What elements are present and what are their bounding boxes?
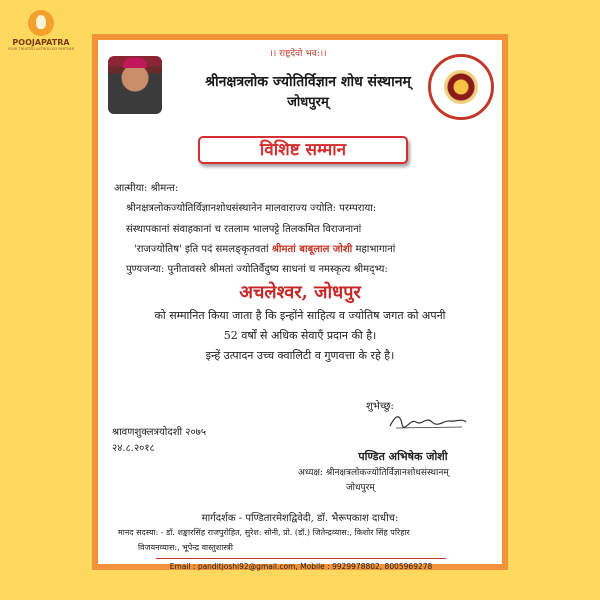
logo-tagline: YOUR TRUSTED ASTROLOGY PARTNER <box>7 47 75 51</box>
logo-name: POOJAPATRA <box>12 38 70 47</box>
recipient-name: अचलेश्वर, जोधपुर <box>239 282 361 303</box>
portrait-photo <box>108 56 162 114</box>
honorary-members-line: मानद सदस्या: - डॉ. शङ्कारसिंह राजपुरोहित, सुरेश: सोनी, प्रो. (डॉ.) जितेन्द्रव्यास:, किशोर सिंह परिहार <box>118 528 410 537</box>
body-line-3: संस्थापकानां संवाहकानां च रतलाम भालपट्टे तिलकमित विराजनानां <box>126 224 362 235</box>
org-title-line1: श्रीनक्षत्रलोक ज्योतिर्विज्ञान शोध संस्थानम् <box>205 74 411 90</box>
signer-location: जोधपुरम् <box>346 483 375 493</box>
org-title-line2: जोधपुरम् <box>287 95 329 110</box>
signer-role: अध्यक्ष: श्रीनक्षत्रलोकज्योतिर्विज्ञानशोधसंस्थानम् <box>298 468 449 478</box>
body-line-5: पुण्यजन्या: पुनीतावसरे श्रीमतां ज्योतिर्वैदुष्य साधनां च नमस्कृत्य श्रीमद्भ्य: <box>126 264 388 275</box>
certificate-card <box>92 34 508 570</box>
body-line-4-pre: 'राजज्योतिष' इति पदं समलङ्कृतवतां <box>134 244 269 255</box>
institute-seal-icon <box>428 54 494 120</box>
signature <box>386 412 470 432</box>
citation-line-1: को सम्मानित किया जाता है कि इन्होंने साहित्य व ज्योतिष जगत को अपनी <box>154 309 446 322</box>
honoree-name: श्रीमतां बाबूलाल जोशी <box>271 244 353 255</box>
lotus-icon <box>28 10 54 36</box>
margdarshak-line: मार्गदर्शक - पण्डितारमेशद्विवेदी, डॉ. भैरूपकाश दाधीच: <box>201 513 399 524</box>
body-line-4-post: महाभागानां <box>355 244 396 255</box>
award-banner: विशिष्ट सम्मान <box>198 136 408 164</box>
salutation: आत्मीया: श्रीमन्त: <box>114 183 179 194</box>
date-numeric: २४.८.२०१८ <box>112 443 155 454</box>
citation-line-3: इन्हें उत्पादन उच्च क्वालिटी व गुणवत्ता के रहे है। <box>205 349 395 362</box>
body-line-4 <box>134 241 395 255</box>
contact-line: Email : panditjoshi92@gmail.com, Mobile : 9929978802, 8005969278 <box>156 558 446 574</box>
greeting: शुभेच्छु: <box>366 401 394 412</box>
body-line-2: श्रीनक्षत्रलोकज्योतिर्विज्ञानशोधसंस्थानेन मालवाराज्य ज्योति: परम्पराया: <box>126 203 377 214</box>
date-lunar: श्रावणशुक्लत्रयोदशी २०७५ <box>112 427 207 438</box>
signer-name: पण्डित अभिषेक जोशी <box>358 450 448 463</box>
citation-line-2: 52 वर्षों से अधिक सेवाएँ प्रदान की है। <box>223 329 377 342</box>
motto: ।। राष्ट्रदेवो भव:।। <box>269 49 327 59</box>
members-line-2: विजयनव्यास:, भूपेन्द्र वास्तुशास्त्री <box>138 543 233 552</box>
poojapatra-logo <box>6 6 76 76</box>
